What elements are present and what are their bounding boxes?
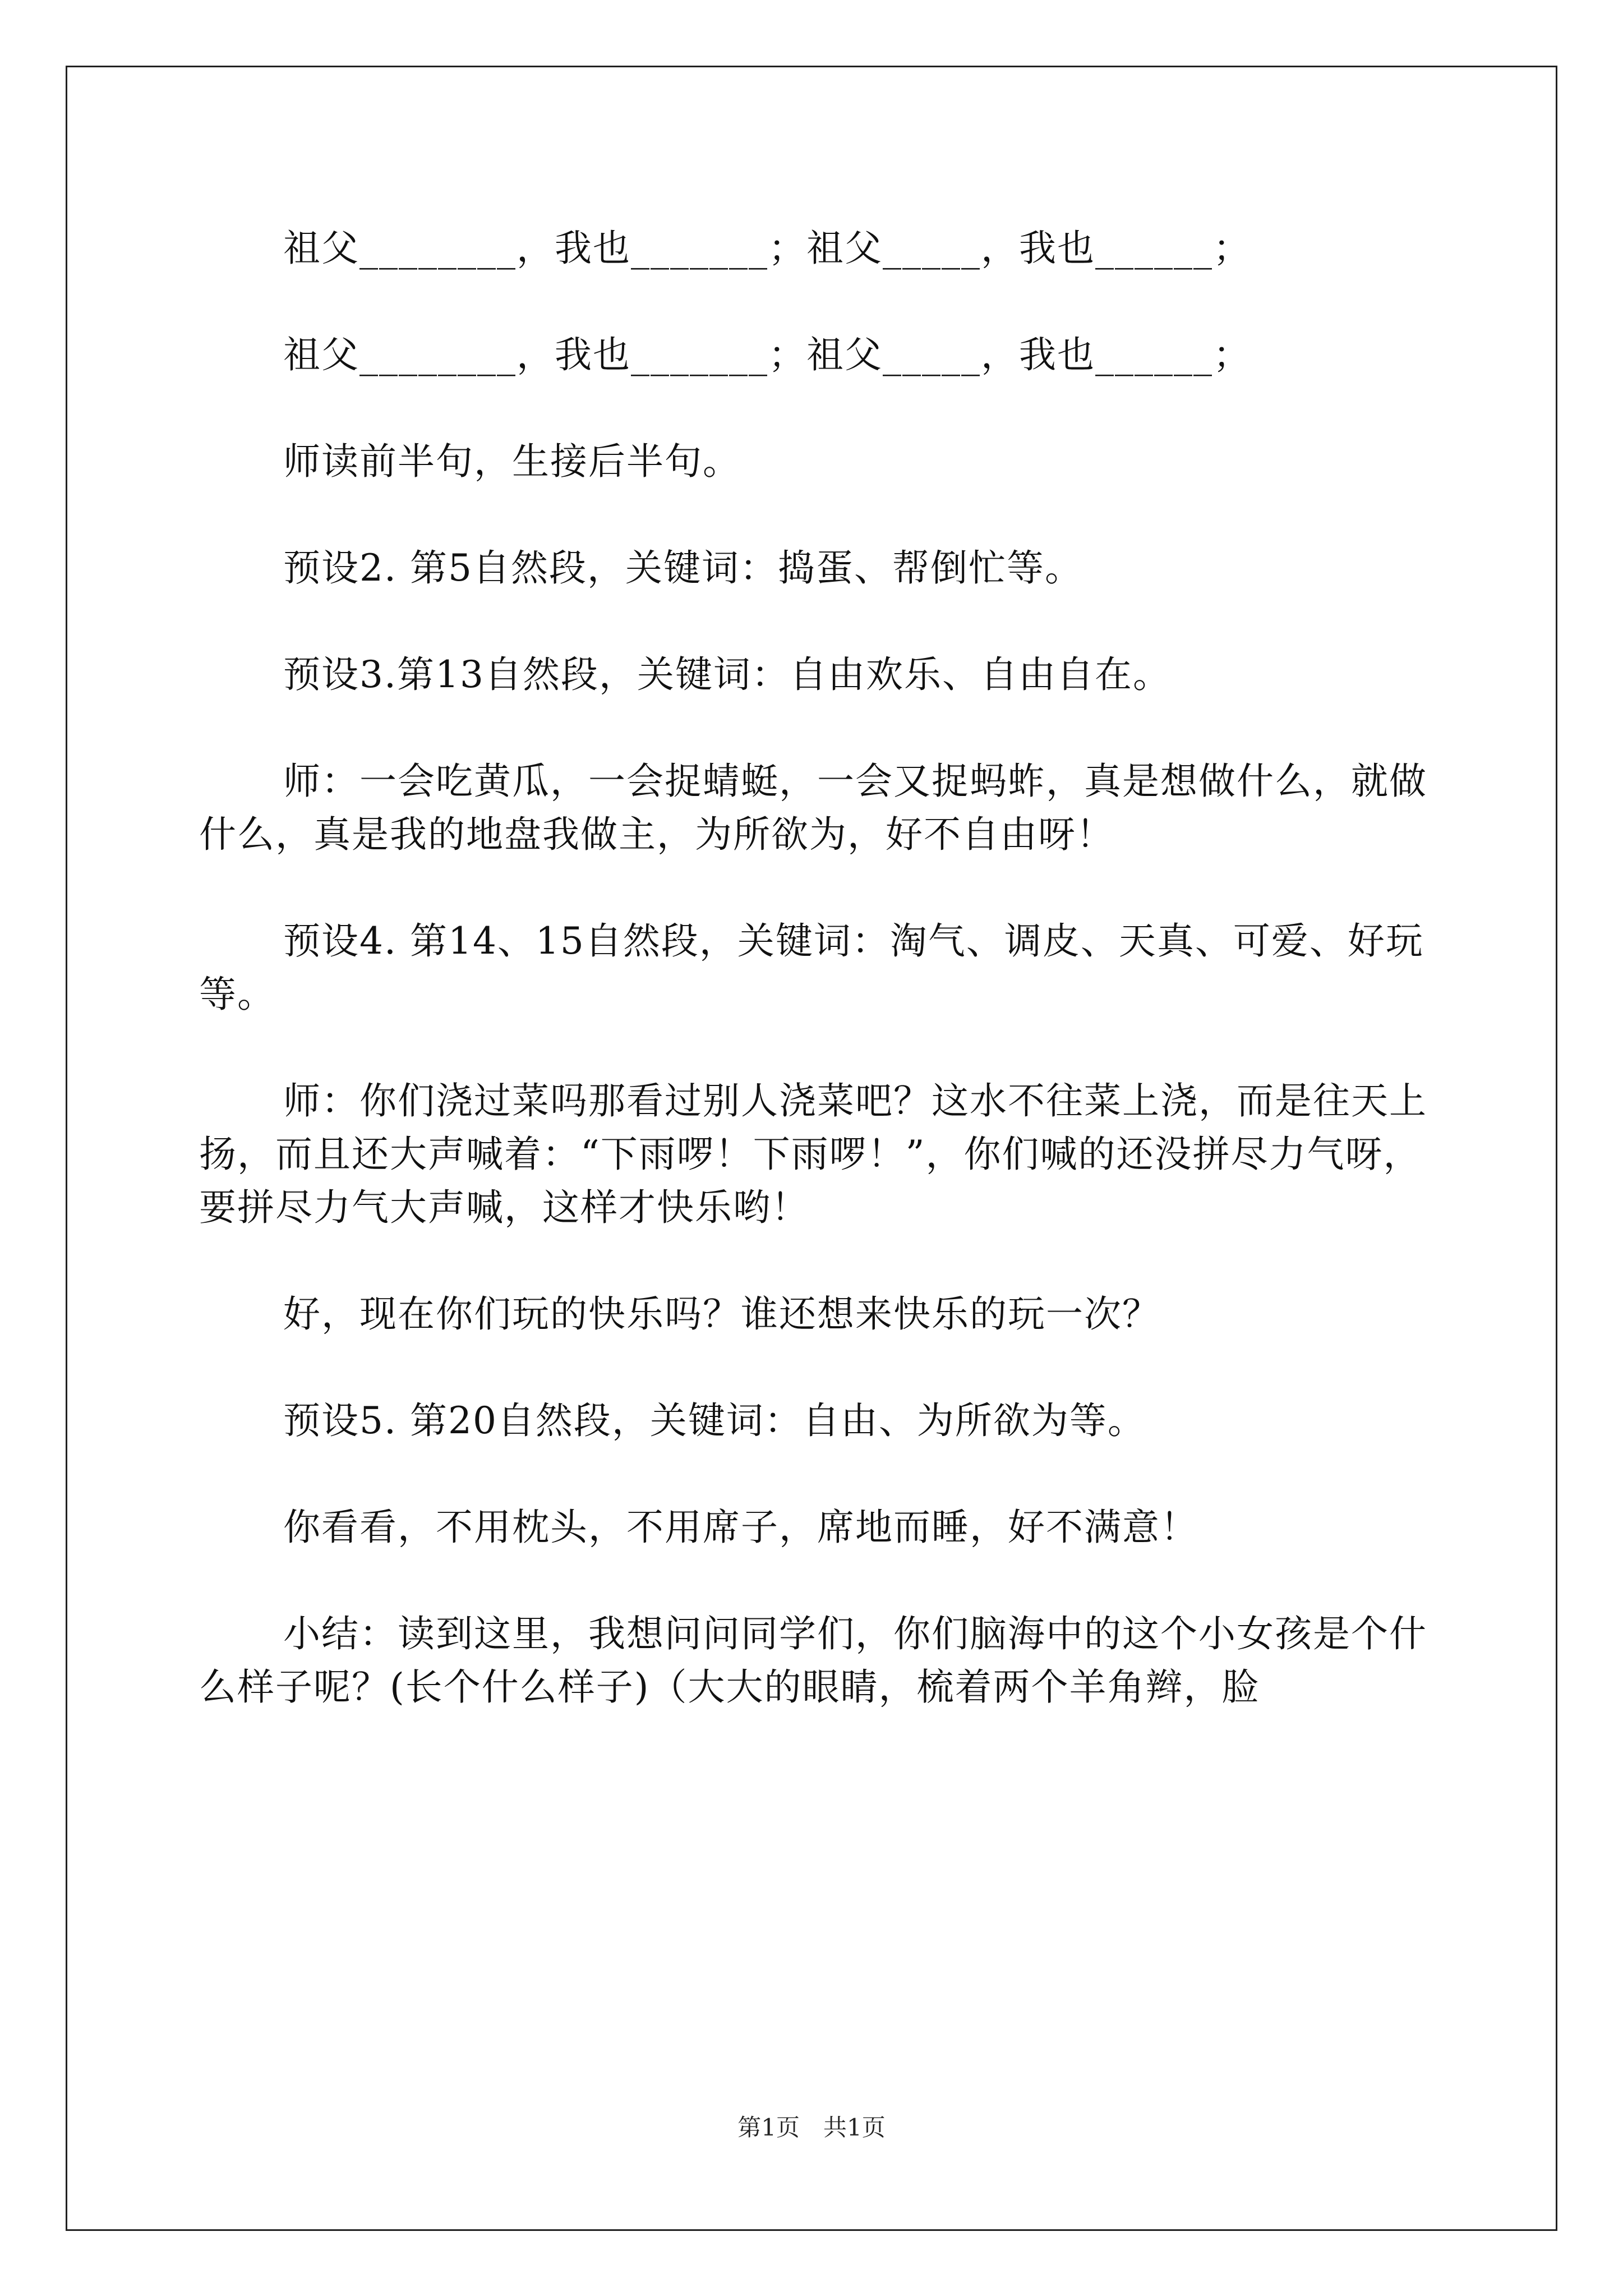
page-footer: 第1页 共1页 <box>737 2114 886 2141</box>
paragraph-11: 你看看，不用枕头，不用席子，席地而睡，好不满意！ <box>283 1506 1198 1549</box>
paragraph-8: 师：你们浇过菜吗那看过别人浇菜吧？这水不往菜上浇，而是往天上扬，而且还大声喊着：“下雨啰！下雨啰！”，你们喊的还没拼尽力气呀，要拼尽力气大声喊，这样才快乐哟！ <box>199 1079 1427 1229</box>
paragraph-3: 师读前半句，生接后半句。 <box>283 440 741 483</box>
paragraph-6: 师：一会吃黄瓜，一会捉蜻蜓，一会又捉蚂蚱，真是想做什么，就做什么，真是我的地盘我做主，为所欲为，好不自由呀！ <box>199 760 1427 856</box>
paragraph-1: 祖父________，我也_______；祖父_____，我也______； <box>283 227 1251 270</box>
paragraph-5: 预设3.第13自然段，关键词：自由欢乐、自由自在。 <box>283 653 1171 696</box>
paragraph-10: 预设5. 第20自然段，关键词：自由、为所欲为等。 <box>283 1399 1146 1442</box>
paragraph-4: 预设2. 第5自然段，关键词：捣蛋、帮倒忙等。 <box>283 546 1083 590</box>
document-body <box>199 222 1433 1767</box>
paragraph-2: 祖父________，我也_______；祖父_____，我也______； <box>283 333 1251 376</box>
paragraph-12: 小结：读到这里，我想问问同学们，你们脑海中的这个小女孩是个什么样子呢？(长个什么样子)（大大的眼睛，梳着两个羊角辫，脸 <box>199 1612 1427 1709</box>
paragraph-7: 预设4. 第14、15自然段，关键词：淘气、调皮、天真、可爱、好玩等。 <box>199 919 1424 1016</box>
paragraph-9: 好，现在你们玩的快乐吗？谁还想来快乐的玩一次？ <box>283 1292 1160 1336</box>
